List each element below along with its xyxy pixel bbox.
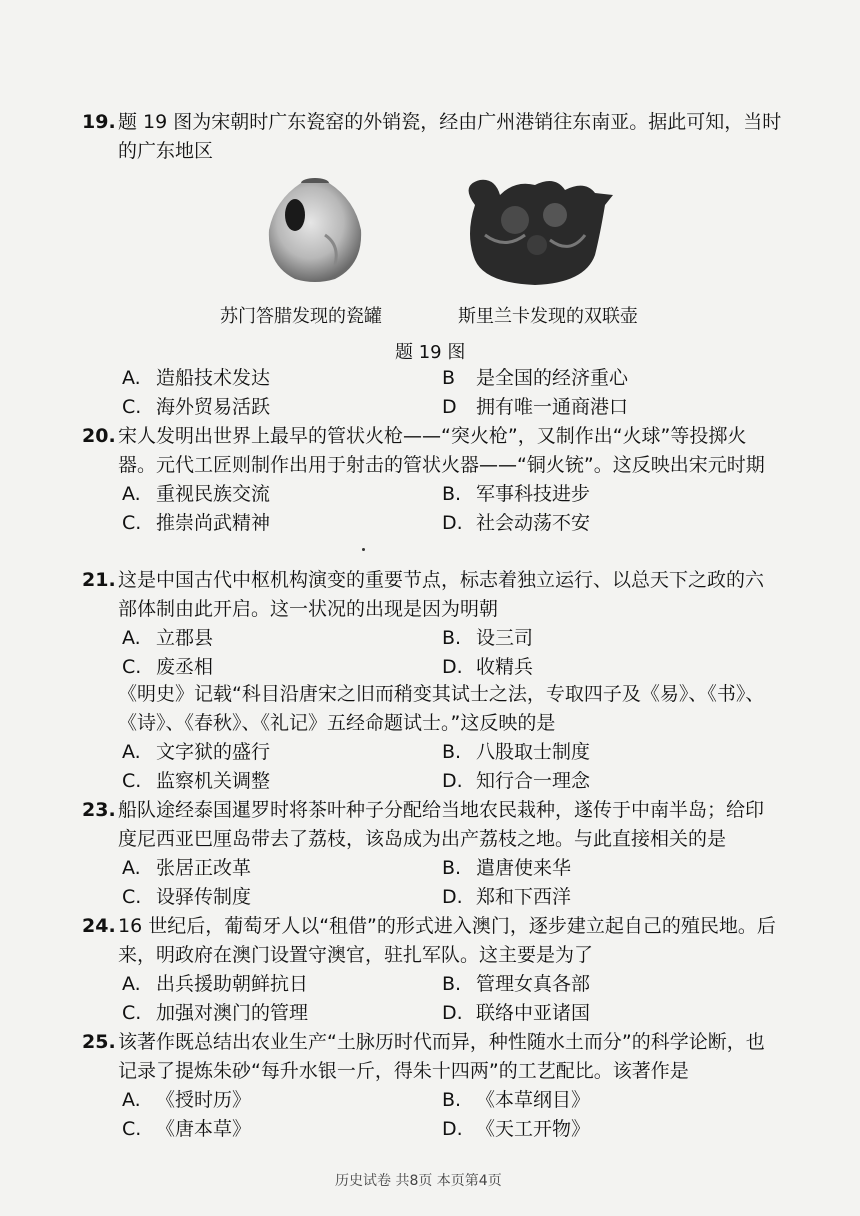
option-d: D 拥有唯一通商港口 xyxy=(442,396,629,418)
option-b: B. 《本草纲目》 xyxy=(442,1089,591,1111)
question-20 xyxy=(82,422,782,538)
question-24 xyxy=(82,912,782,1028)
option-a: A. 重视民族交流 xyxy=(122,483,271,505)
option-d: D. 社会动荡不安 xyxy=(442,512,591,534)
right-figure-caption: 斯里兰卡发现的双联壶 xyxy=(458,306,638,327)
question-stem: 该著作既总结出农业生产“土脉历时代而异，种性随水土而分”的科学论断，也记录了提炼朱砂“每升水银一斤，得朱十四两”的工艺配比。该著作是 xyxy=(118,1031,765,1082)
option-d: D. 郑和下西洋 xyxy=(442,886,572,908)
option-b: B. 管理女真各部 xyxy=(442,973,591,995)
question-stem: 题 19 图为宋朝时广东瓷窑的外销瓷，经由广州港销往东南亚。据此可知，当时的广东地区 xyxy=(118,111,782,162)
option-c: C. 《唐本草》 xyxy=(122,1118,252,1140)
options xyxy=(122,854,782,912)
question-stem: 船队途经泰国暹罗时将茶叶种子分配给当地农民栽种，遂传于中南半岛；给印度尼西亚巴厘岛带去了荔枝，该岛成为出产荔枝之地。与此直接相关的是 xyxy=(118,799,765,850)
option-d: D. 联络中亚诸国 xyxy=(442,1002,591,1024)
question-19 xyxy=(82,108,782,166)
question-number: 24. xyxy=(82,915,116,937)
scan-speck xyxy=(362,548,365,551)
options xyxy=(122,738,782,796)
question-19-options xyxy=(82,364,782,422)
options xyxy=(122,480,782,538)
options xyxy=(122,624,782,682)
question-23 xyxy=(82,796,782,912)
option-c: C. 废丞相 xyxy=(122,656,214,678)
question-number: 20. xyxy=(82,425,116,447)
option-b: B. 军事科技进步 xyxy=(442,483,591,505)
question-number: 23. xyxy=(82,799,116,821)
option-c: C. 监察机关调整 xyxy=(122,770,271,792)
option-d: D. 《天工开物》 xyxy=(442,1118,591,1140)
options xyxy=(122,364,782,422)
question-number xyxy=(82,680,118,738)
option-b: B. 八股取士制度 xyxy=(442,741,591,763)
question-number: 25. xyxy=(82,1031,116,1053)
option-a: A. 立郡县 xyxy=(122,627,214,649)
page-footer: 历史试卷 共8页 本页第4页 xyxy=(335,1173,502,1189)
option-c: C. 海外贸易活跃 xyxy=(122,396,271,418)
option-b: B. 设三司 xyxy=(442,627,534,649)
option-d: D. 知行合一理念 xyxy=(442,770,591,792)
option-c: C. 推崇尚武精神 xyxy=(122,512,271,534)
figure-19 xyxy=(220,175,660,365)
porcelain-jar-image xyxy=(255,175,375,285)
option-a: A. 张居正改革 xyxy=(122,857,252,879)
question-stem: 宋人发明出世界上最早的管状火枪——“突火枪”，又制作出“火球”等投掷火器。元代工匠则制作出用于射击的管状火器——“铜火铳”。这反映出宋元时期 xyxy=(118,425,765,476)
question-number: 21. xyxy=(82,569,116,591)
option-c: C. 设驿传制度 xyxy=(122,886,252,908)
double-pot-image xyxy=(455,175,615,290)
question-21 xyxy=(82,566,782,682)
option-a: A. 造船技术发达 xyxy=(122,367,271,389)
option-a: A. 出兵援助朝鲜抗日 xyxy=(122,973,309,995)
question-stem: 16 世纪后，葡萄牙人以“租借”的形式进入澳门，逐步建立起自己的殖民地。后来，明政府在澳门设置守澳官，驻扎军队。这主要是为了 xyxy=(118,915,776,966)
question-25 xyxy=(82,1028,782,1144)
question-number: 19. xyxy=(82,111,116,133)
option-a: A. 《授时历》 xyxy=(122,1089,252,1111)
option-a: A. 文字狱的盛行 xyxy=(122,741,271,763)
option-b: B 是全国的经济重心 xyxy=(442,367,629,389)
options xyxy=(122,970,782,1028)
option-d: D. 收精兵 xyxy=(442,656,534,678)
option-b: B. 遣唐使来华 xyxy=(442,857,572,879)
question-stem: 《明史》记载“科目沿唐宋之旧而稍变其试士之法，专取四子及《易》、《书》、《诗》、《春秋》、《礼记》五经命题试士。”这反映的是 xyxy=(118,683,765,734)
question-22 xyxy=(82,680,782,796)
question-stem: 这是中国古代中枢机构演变的重要节点，标志着独立运行、以总天下之政的六部体制由此开启。这一状况的出现是因为明朝 xyxy=(118,569,765,620)
left-figure-caption: 苏门答腊发现的瓷罐 xyxy=(220,306,382,327)
figure-title: 题 19 图 xyxy=(395,342,466,363)
options xyxy=(122,1086,782,1144)
option-c: C. 加强对澳门的管理 xyxy=(122,1002,309,1024)
